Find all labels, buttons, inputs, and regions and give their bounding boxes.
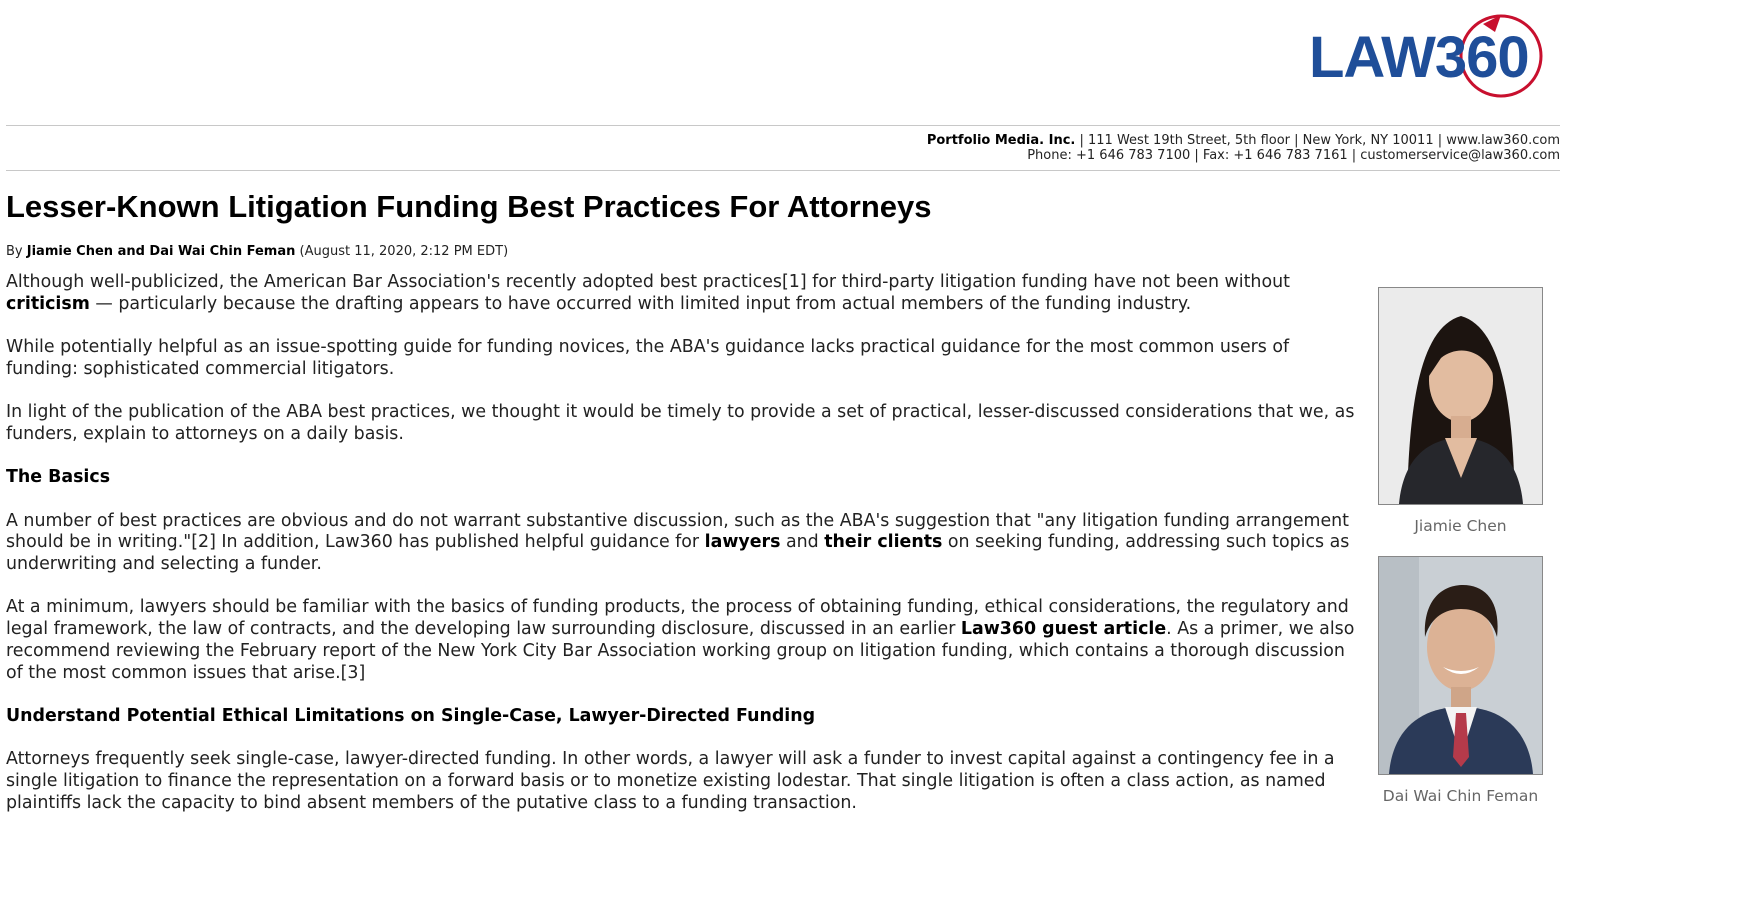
guest-article-link[interactable]: Law360 guest article <box>960 619 1167 640</box>
article-paragraph: In light of the publication of the ABA best practices, we thought it would be timely to provide a set of practical, lesser-discussed considerations that we, as funders, explain to attorneys on a daily basis. <box>6 402 1355 444</box>
criticism-link[interactable]: criticism <box>6 293 90 314</box>
paragraph-text: At a minimum, lawyers should be familiar with the basics of funding products, the process of obtaining funding, ethical considerations, the regulatory and legal framework, the law of contracts, and the developing law surrounding disclosure, discussed in an earlier <box>6 597 1349 640</box>
article-paragraph <box>6 597 1366 684</box>
publisher-name: Portfolio Media. Inc. <box>926 133 1076 148</box>
author-photo-jiamie-chen <box>1378 287 1543 505</box>
publisher-contact <box>927 133 1560 163</box>
author-photo-caption: Jiamie Chen <box>1414 517 1507 535</box>
paragraph-text: on seeking funding, addressing such topics as underwriting and selecting a funder. <box>6 532 1350 575</box>
article-body <box>6 272 1366 836</box>
paragraph-text: . As a primer, we also recommend reviewing the February report of the New York City Bar Association working group on litigation funding, which contains a thorough discussion of the most common issues that arise.[3] <box>6 619 1355 683</box>
article-paragraph: While potentially helpful as an issue-spotting guide for funding novices, the ABA's guidance lacks practical guidance for the most common users of funding: sophisticated commercial litigators. <box>6 337 1290 379</box>
byline-date: (August 11, 2020, 2:12 PM EDT) <box>299 244 509 259</box>
author-photo-caption: Dai Wai Chin Feman <box>1382 787 1539 805</box>
article-paragraph <box>6 272 1366 315</box>
law360-logo[interactable] <box>1305 10 1550 102</box>
header-divider <box>6 125 1560 126</box>
author-photo-dai-wai-chin-feman <box>1378 556 1543 775</box>
byline-authors: Jiamie Chen and Dai Wai Chin Feman <box>26 244 296 259</box>
section-heading-text: Understand Potential Ethical Limitations on Single-Case, Lawyer-Directed Funding <box>6 705 816 726</box>
article-byline <box>6 244 508 260</box>
section-heading <box>6 706 1366 728</box>
paragraph-text: — particularly because the drafting appears to have occurred with limited input from actual members of the funding industry. <box>89 293 1192 314</box>
their-clients-link[interactable]: their clients <box>824 532 943 553</box>
article-title: Lesser-Known Litigation Funding Best Practices For Attorneys <box>6 189 932 224</box>
lawyers-link[interactable]: lawyers <box>704 532 781 553</box>
section-heading-text: The Basics <box>6 467 111 488</box>
article-paragraph: Attorneys frequently seek single-case, lawyer-directed funding. In other words, a lawyer will ask a funder to invest capital against a contingency fee in a single litigation to finance the representation on a forward basis or to monetize existing lodestar. That single litigation is often a class action, as named plaintiffs lack the capacity to bind absent members of the putative class to a funding transaction. <box>6 749 1335 813</box>
publisher-phone-line: Phone: +1 646 783 7100 | Fax: +1 646 783 7161 | customerservice@law360.com <box>1027 148 1560 163</box>
publisher-address: | 111 West 19th Street, 5th floor | New York, NY 10011 | www.law360.com <box>1079 133 1560 148</box>
section-heading <box>6 467 1366 489</box>
paragraph-text: A number of best practices are obvious and do not warrant substantive discussion, such as the ABA's suggestion that "any litigation funding arrangement should be in writing."[2] In addition, Law360 has published helpful guidance for <box>6 510 1349 553</box>
title-divider <box>6 170 1560 171</box>
paragraph-text: Although well-publicized, the American Bar Association's recently adopted best practices[1] for third-party litigation funding have not been without <box>6 272 1290 292</box>
paragraph-text: and <box>780 532 825 553</box>
byline-prefix: By <box>6 244 23 259</box>
publisher-address-line <box>927 133 1560 148</box>
logo-wordmark: LAW360 <box>1309 25 1529 90</box>
article-paragraph <box>6 511 1366 576</box>
